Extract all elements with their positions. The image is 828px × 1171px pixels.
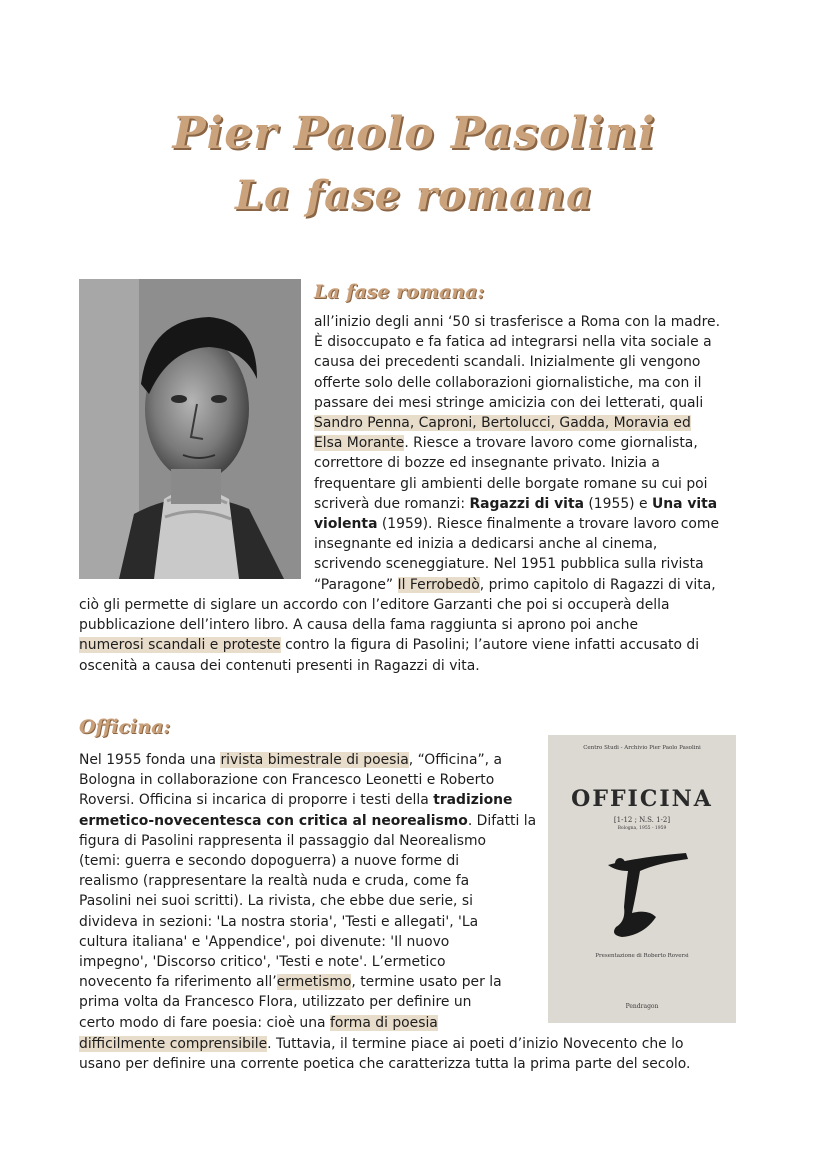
text-line — [79, 831, 536, 851]
text-segment: Bologna in collaborazione con Francesco Leonetti e Roberto — [79, 772, 495, 789]
cover-top-text: Centro Studi - Archivio Pier Paolo Pasolini — [583, 745, 701, 751]
text-line — [79, 1054, 690, 1074]
text-line — [79, 952, 536, 972]
text-segment: cultura italiana' e 'Appendice', poi divenute: 'Il nuovo — [79, 933, 450, 950]
text-line — [79, 811, 536, 831]
text-segment: frequentare gli ambienti delle borgate romane su cui poi — [314, 475, 708, 492]
text-segment: (temi: guerra e secondo dopoguerra) a nuove forme di — [79, 853, 460, 870]
text-segment: scriverà due romanzi: — [314, 495, 470, 512]
text-segment: “Paragone” — [314, 576, 398, 593]
text-line — [79, 615, 699, 635]
page-title: Pier Paolo Pasolini — [172, 108, 656, 159]
section2-text-narrow — [79, 750, 536, 1033]
bold-text: ermetico-novecentesca con critica al neorealismo — [79, 812, 468, 829]
highlighted-text: rivista bimestrale di poesia — [220, 752, 409, 768]
bold-text: Una vita — [651, 495, 718, 512]
text-segment: prima volta da Francesco Flora, utilizzato per definire un — [79, 994, 472, 1011]
text-line — [79, 932, 536, 952]
text-segment: . Difatti la — [467, 812, 537, 829]
text-line — [79, 891, 536, 911]
text-segment: Nel 1955 fonda una — [79, 752, 221, 768]
text-segment: realismo (rappresentare la realtà nuda e cruda, come fa — [79, 873, 470, 890]
cover-subtitle: [1-12 ; N.S. 1-2] — [613, 816, 671, 824]
portrait-illustration — [79, 279, 301, 579]
text-line — [79, 595, 699, 615]
text-line — [314, 575, 720, 595]
bold-text: tradizione — [433, 792, 513, 809]
text-line — [314, 332, 720, 352]
cover-subtitle2: Bologna, 1955 - 1959 — [617, 826, 667, 831]
text-segment: . Tuttavia, il termine piace ai poeti d’inizio Novecento che lo — [267, 1036, 684, 1052]
text-segment: Pasolini nei suoi scritti). La rivista, che ebbe due serie, si — [79, 893, 473, 910]
text-line — [314, 554, 720, 574]
text-segment: oscenità a causa dei contenuti presenti in Ragazzi di vita. — [79, 657, 480, 674]
text-line — [314, 453, 720, 473]
text-segment: causa dei precedenti scandali. Inizialmente gli vengono — [314, 354, 701, 371]
text-segment: (1955) e — [583, 495, 652, 512]
text-segment: offerte solo delle collaborazioni giornalistiche, ma con il — [314, 374, 702, 391]
text-line — [314, 534, 720, 554]
text-segment: . Riesce a trovare lavoro come giornalista, — [404, 435, 698, 452]
text-segment: Roversi. Officina si incarica di proporre i testi della — [79, 792, 434, 809]
portrait-photo — [79, 279, 301, 579]
text-line — [79, 656, 699, 676]
page-subtitle: La fase romana — [235, 172, 593, 219]
text-line — [79, 851, 536, 871]
text-line — [314, 413, 720, 433]
highlighted-text: forma di poesia — [329, 1014, 438, 1031]
text-line — [314, 494, 720, 514]
text-segment: impegno', 'Discorso critico', 'Testi e note'. L’ermetico — [79, 954, 446, 971]
text-line — [79, 912, 536, 932]
text-segment: , termine usato per la — [351, 974, 502, 991]
section1-text-full — [79, 595, 699, 676]
text-line — [79, 1013, 536, 1033]
highlighted-text: Elsa Morante — [314, 435, 405, 452]
text-line — [314, 514, 720, 534]
highlighted-text: Il Ferrobedò — [397, 576, 480, 593]
highlighted-text: Sandro Penna, Caproni, Bertolucci, Gadda, Moravia ed — [314, 415, 691, 432]
text-line — [314, 474, 720, 494]
text-segment: usano per definire una corrente poetica che caratterizza tutta la prima parte del secolo. — [79, 1056, 691, 1073]
highlighted-text: numerosi scandali e proteste — [79, 637, 281, 654]
cover-dancer-icon — [598, 845, 698, 945]
text-segment: insegnante ed inizia a dedicarsi anche al cinema, — [314, 536, 658, 553]
text-segment: contro la figura di Pasolini; l’autore viene infatti accusato di — [280, 637, 700, 654]
text-segment: pubblicazione dell’intero libro. A causa della fama raggiunta si aprono poi anche — [79, 617, 638, 634]
text-segment: scrivendo sceneggiature. Nel 1951 pubblica sulla rivista — [314, 556, 704, 573]
text-line — [314, 312, 720, 332]
highlighted-text: difficilmente comprensibile — [79, 1036, 268, 1052]
text-line — [79, 972, 536, 992]
bold-text: Ragazzi di vita — [469, 495, 584, 512]
text-segment: divideva in sezioni: 'La nostra storia', 'Testi e allegati', 'La — [79, 913, 479, 930]
text-segment: all’inizio degli anni ‘50 si trasferisce a Roma con la madre. — [314, 314, 720, 330]
text-segment: (1959). Riesce finalmente a trovare lavoro come — [377, 516, 719, 533]
text-line — [79, 790, 536, 810]
text-segment: figura di Pasolini rappresenta il passaggio dal Neorealismo — [79, 832, 487, 849]
section-heading-officina: Officina: — [79, 716, 171, 738]
section2-text-full — [79, 1034, 690, 1074]
text-line — [314, 433, 720, 453]
cover-presentation: Presentazione di Roberto Roversi — [595, 953, 689, 959]
text-line — [79, 770, 536, 790]
text-line — [314, 393, 720, 413]
text-line — [79, 871, 536, 891]
cover-title: OFFICINA — [571, 786, 713, 812]
officina-book-cover — [548, 735, 736, 1023]
text-line — [79, 635, 699, 655]
text-segment: ciò gli permette di siglare un accordo con l’editore Garzanti che poi si occuperà della — [79, 597, 670, 613]
text-segment: novecento fa riferimento all’ — [79, 974, 277, 991]
text-segment: passare dei mesi stringe amicizia con dei letterati, quali — [314, 394, 704, 411]
text-segment: , primo capitolo di Ragazzi di vita, — [479, 576, 716, 593]
text-segment: , “Officina”, a — [408, 752, 503, 768]
text-line — [314, 373, 720, 393]
highlighted-text: ermetismo — [276, 974, 352, 991]
text-segment: È disoccupato e fa fatica ad integrarsi nella vita sociale a — [314, 334, 712, 351]
section1-text-narrow — [314, 312, 720, 595]
text-line — [79, 750, 536, 770]
text-line — [79, 1034, 690, 1054]
bold-text: violenta — [314, 516, 378, 533]
text-line — [314, 352, 720, 372]
text-line — [79, 992, 536, 1012]
text-segment: certo modo di fare poesia: cioè una — [79, 1014, 330, 1031]
text-segment: correttore di bozze ed insegnante privato. Inizia a — [314, 455, 660, 472]
section-heading-fase-romana: La fase romana: — [314, 281, 485, 303]
cover-publisher: Pendragon — [625, 1003, 659, 1010]
